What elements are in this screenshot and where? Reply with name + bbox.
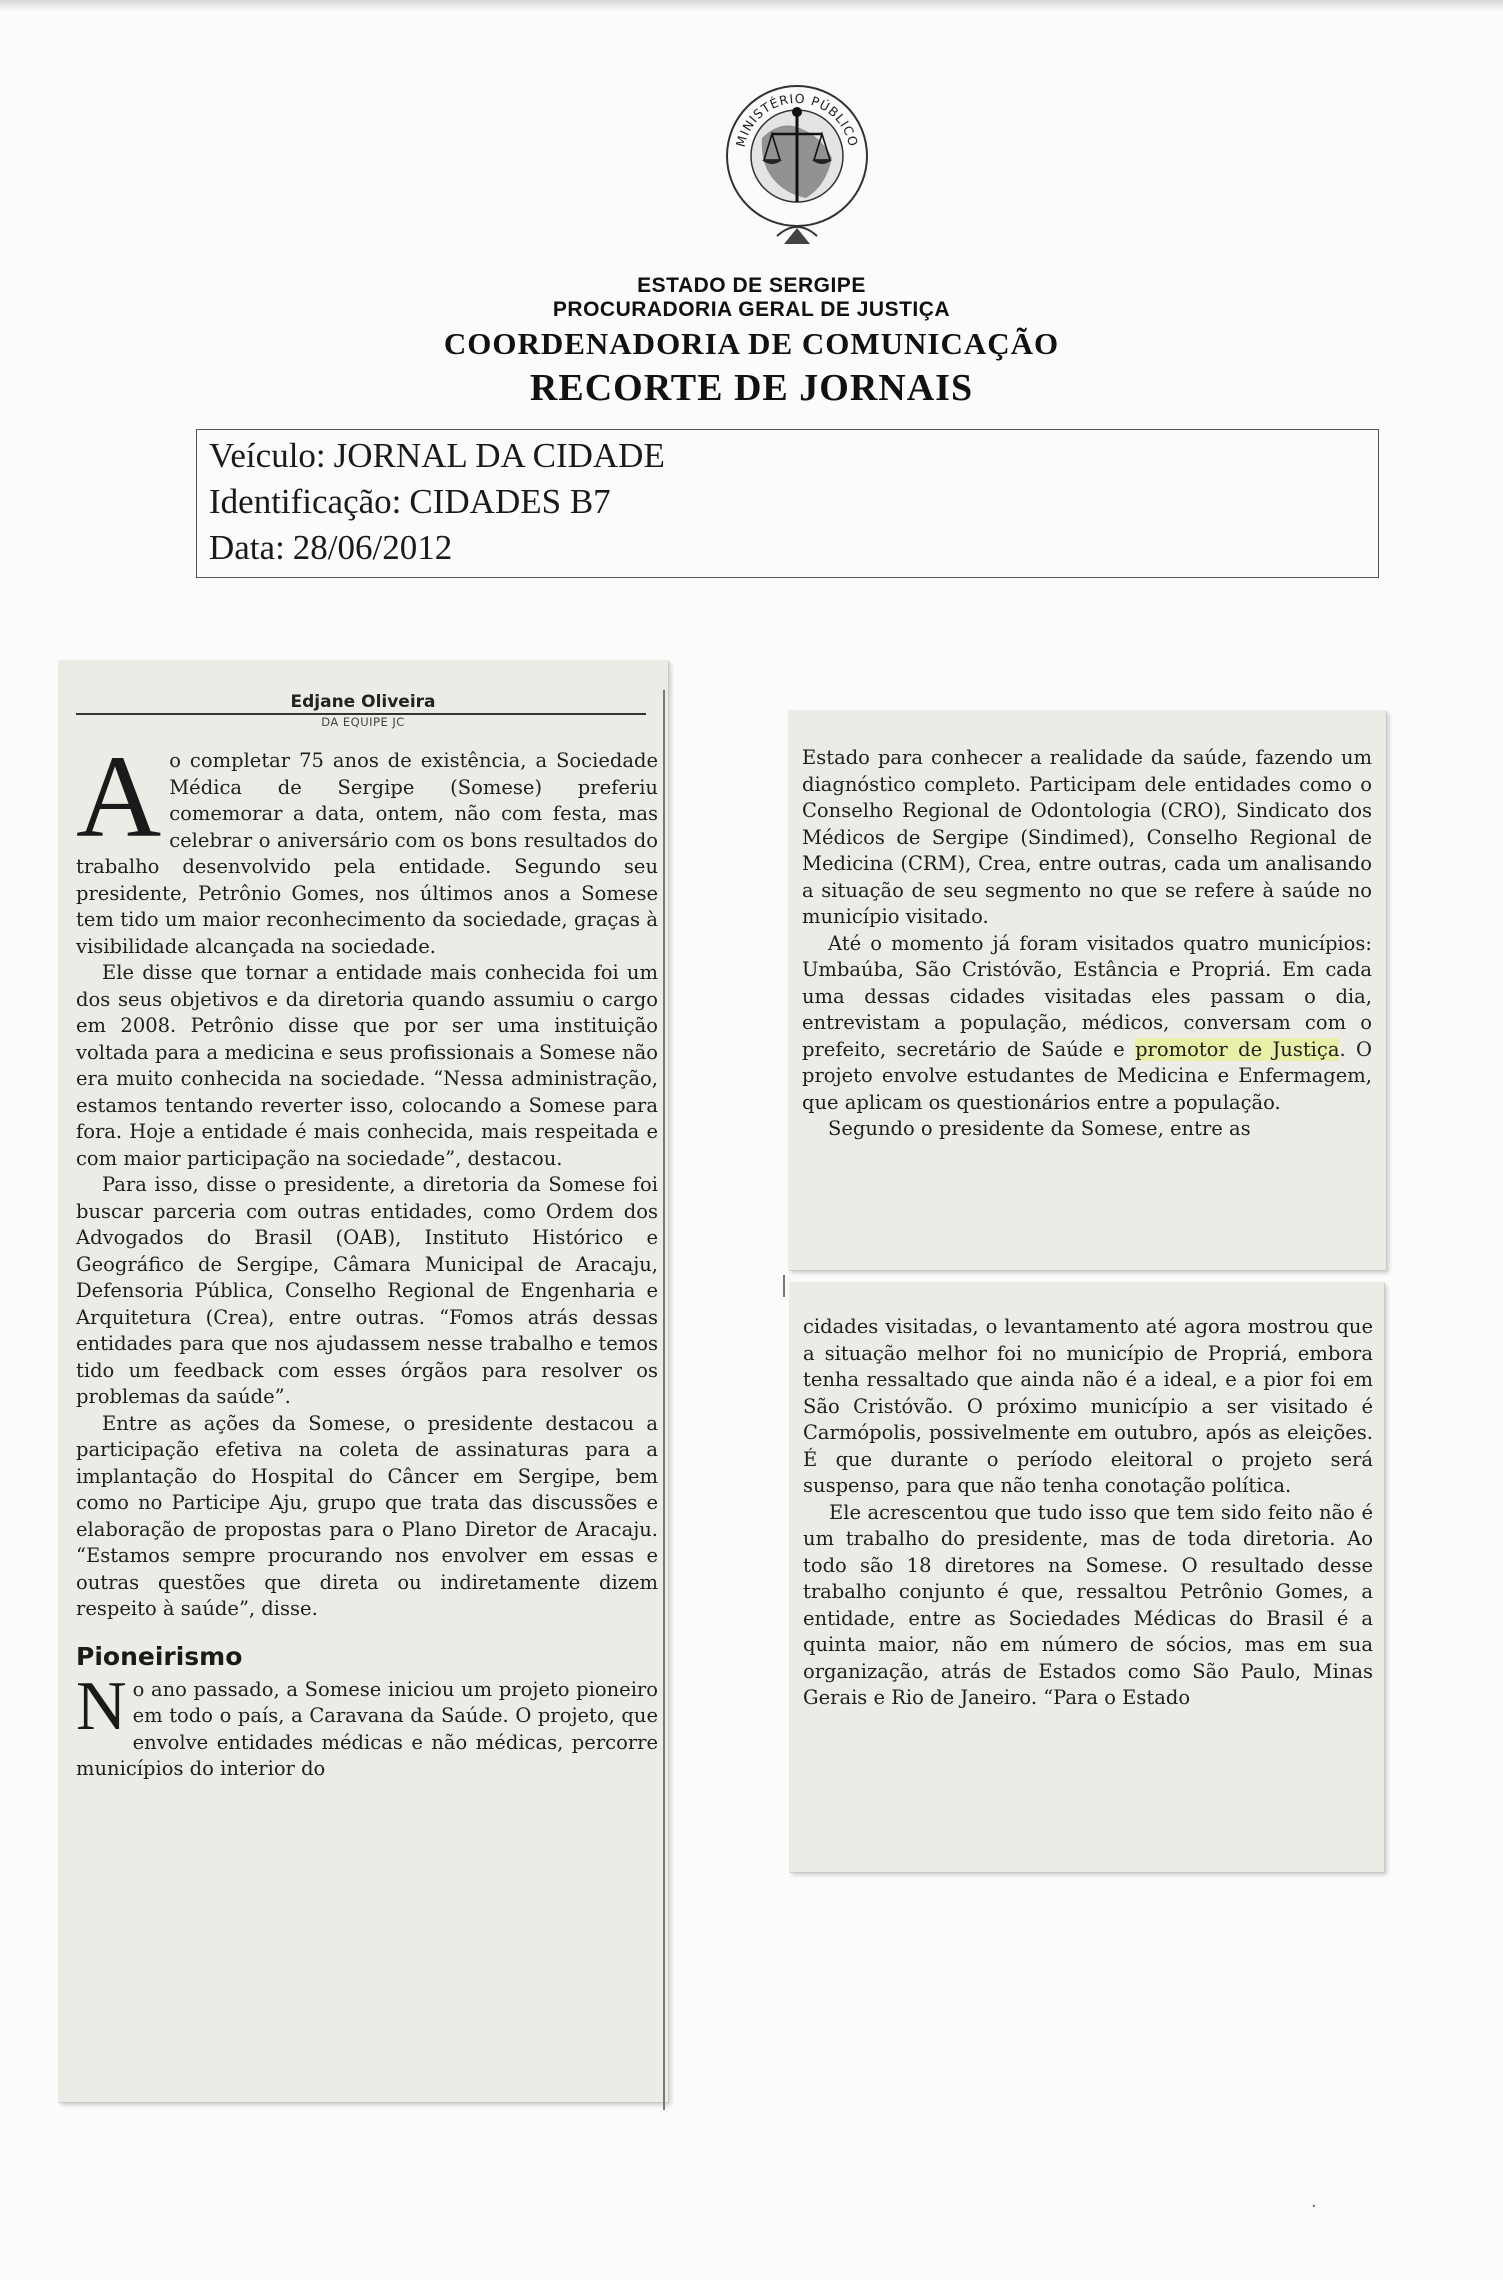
header-state: ESTADO DE SERGIPE: [637, 274, 866, 297]
date-line: Data: 28/06/2012: [209, 528, 453, 567]
article-author: Edjane Oliveira: [290, 692, 436, 712]
header-doc-type: RECORTE DE JORNAIS: [529, 367, 974, 409]
identification-line: Identificação: CIDADES B7: [209, 482, 611, 521]
col1-paragraph-5: No ano passado, a Somese iniciou um projeto pioneiro em todo o país, a Caravana da Saúde. O projeto, que envolve entidades médicas e não médicas, percorre municípios do interior do: [76, 1667, 658, 1780]
scan-top-edge: [0, 0, 1503, 12]
scan-mark: ·: [1311, 2196, 1317, 2217]
col2-paragraph-1: Estado para conhecer a realidade da saúde, fazendo um diagnóstico completo. Participam dele entidades como o Conselho Regional de Odontologia (CRO), Sindicato dos Médicos de Sergipe (Sindimed), Conselho Regional de Medicina (CRM), Crea, entre outras, cada um analisando a situação de seu segmento no que se refere à saúde no município visitado.: [802, 746, 1372, 928]
header-office: PROCURADORIA GERAL DE JUSTIÇA: [552, 298, 951, 321]
clipping-cut-edge: [663, 690, 665, 2110]
col1-paragraph-2: Ele disse que tornar a entidade mais conhecida foi um dos seus objetivos e da diretoria quando assumiu o cargo em 2008. Petrônio disse que por ser uma instituição voltada para a medicina e seus profissionais a Somese não era muito conhecida na sociedade. “Nessa administração, estamos tentando reverter isso, colocando a Somese para fora. Hoje a entidade é mais conhecida, mais respeitada e com maior participação na sociedade”, destacou.: [76, 961, 658, 1170]
date-value: 28/06/2012: [292, 528, 453, 567]
col1-paragraph-3: Para isso, disse o presidente, a diretoria da Somese foi buscar parceria com outras entidades, como Ordem dos Advogados do Brasil (OAB), Instituto Histórico e Geográfico de Sergipe, Câmara Municipal de Aracaju, Defensoria Pública, Conselho Regional de Engenharia e Arquitetura (Crea), entre outras. “Fomos atrás dessas entidades para que nos ajudassem nesse trabalho e temos tido um feedback com esses órgãos para resolver os problemas da saúde”.: [76, 1173, 658, 1408]
col1-paragraph-1: Ao completar 75 anos de existência, a Sociedade Médica de Sergipe (Somese) preferiu comemorar a data, ontem, não com festa, mas celebrar o aniversário com os bons resultados do trabalho desenvolvido pela entidade. Segundo seu presidente, Petrônio Gomes, nos últimos anos a Somese tem tido um maior reconhecimento da sociedade, graças à visibilidade alcançada na sociedade.: [76, 731, 658, 958]
svg-text:MINISTÉRIO PÚBLICO: MINISTÉRIO PÚBLICO: [732, 90, 862, 149]
article-author-team: DA EQUIPE JC: [321, 715, 405, 729]
column-2-text: [802, 745, 1372, 1143]
clipping-column-3: [789, 1282, 1384, 1872]
col2-paragraph-3: Segundo o presidente da Somese, entre as: [828, 1117, 1251, 1140]
col1-paragraph-4: Entre as ações da Somese, o presidente destacou a participação efetiva na coleta de assinaturas para a implantação do Hospital do Câncer em Sergipe, bem como no Participe Aju, grupo que trata das discussões e elaboração de propostas para o Plano Diretor de Aracaju. “Estamos sempre procurando nos envolver em essas e outras questões que direta ou indiretamente dizem respeito à saúde”, disse.: [76, 1411, 658, 1620]
highlighted-text: promotor de Justiça: [1135, 1037, 1340, 1061]
col3-paragraph-2: Ele acrescentou que tudo isso que tem sido feito não é um trabalho do presidente, mas de toda diretoria. Ao todo são 18 diretores na Somese. O resultado desse trabalho conjunto é que, ressaltou Petrônio Gomes, a entidade, entre as Sociedades Médicas do Brasil é a quinta maior, não em número de sócios, mas em sua organização, atrás de Estados como São Paulo, Minas Gerais e Rio de Janeiro. “Para o Estado: [803, 1500, 1373, 1709]
dropcap-a: A: [76, 731, 162, 862]
ministerio-publico-seal: [722, 68, 872, 254]
vehicle-value: JORNAL DA CIDADE: [333, 436, 665, 475]
dropcap-n: N: [76, 1667, 127, 1745]
clipping-column-2: [788, 710, 1386, 1270]
identification-value: CIDADES B7: [409, 482, 611, 521]
column-3-text: [803, 1314, 1373, 1712]
header-department: COORDENADORIA DE COMUNICAÇÃO: [443, 326, 1060, 361]
clipping-column-1: [58, 660, 668, 2102]
column-1-text: [76, 731, 658, 1783]
clipping-info-box: [196, 429, 1379, 578]
clipping-cut-edge-2: [783, 1275, 785, 1297]
subhead-pioneirismo: Pioneirismo: [76, 1641, 243, 1671]
col2-paragraph-2: Até o momento já foram visitados quatro municípios: Umbaúba, São Cristóvão, Estância e Propriá. Em cada uma dessas cidades visitadas eles passam o dia, entrevistam a população, médicos, conversam com o prefeito, secretário de Saúde e promotor de Justiça. O projeto envolve estudantes de Medicina e Enfermagem, que aplicam os questionários entre a população.: [802, 931, 1372, 1114]
col3-paragraph-1: cidades visitadas, o levantamento até agora mostrou que a situação melhor foi no município de Propriá, embora tenha ressaltado que ainda não é a ideal, e a pior foi em São Cristóvão. O próximo município a ser visitado é Carmópolis, possivelmente em outubro, após as eleições. É que durante o período eleitoral o projeto será suspenso, para que não tenha conotação política.: [803, 1315, 1373, 1497]
vehicle-line: Veículo: JORNAL DA CIDADE: [209, 436, 665, 475]
